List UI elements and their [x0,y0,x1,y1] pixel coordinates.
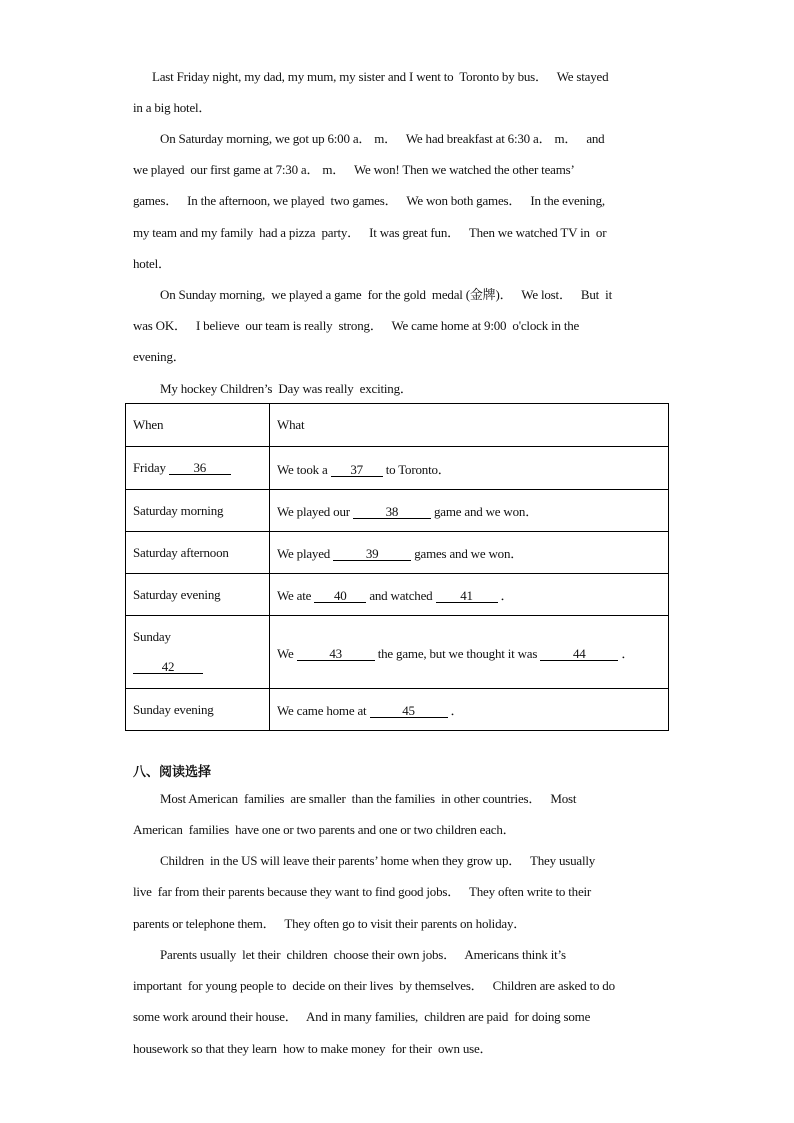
passage-line: On Saturday morning, we got up 6:00 a． m． We had breakfast at 6:30 a． m． and [160,131,605,146]
passage-line: parents or telephone them． They often go to visit their parents on holiday． [133,916,527,931]
when-text: Sunday [133,629,171,644]
table-row [126,574,669,616]
header-what: What [270,404,669,447]
table-row [126,689,669,731]
what-text: We ate [277,588,315,603]
passage-line: in a big hotel． [133,100,212,115]
blank-38[interactable]: 38 [353,505,431,519]
when-cell: Saturday afternoon [126,532,270,574]
what-text: We took a [277,461,331,477]
what-cell [270,447,669,490]
blank-45[interactable]: 45 [370,704,448,718]
table-row [126,532,669,574]
when-cell [126,447,270,490]
blank-37[interactable]: 37 [331,463,383,477]
passage-line: American families have one or two parents and one or two children each． [133,822,516,837]
passage-line: My hockey Children’s Day was really exciting． [160,381,413,396]
blank-41[interactable]: 41 [436,589,498,603]
passage-line: Last Friday night, my dad, my mum, my sister and I went to Toronto by bus． We stayed [152,69,609,84]
what-text: ． [618,645,635,661]
what-text: ． [497,588,514,603]
table-header-row [126,404,669,447]
what-text: We [277,645,297,661]
passage-line: live far from their parents because they want to find good jobs． They often write to their [133,884,592,899]
passage-line: housework so that they learn how to make money for their own use． [133,1041,493,1056]
table-row [126,447,669,490]
what-text: and watched [366,588,436,603]
answer-table [125,403,669,731]
blank-44[interactable]: 44 [540,647,618,661]
what-cell [270,490,669,532]
what-text: We played [277,546,334,561]
passage-line: evening． [133,349,186,364]
passage-line: my team and my family had a pizza party． It was great fun． Then we watched TV in or [133,225,607,240]
passage-line: Most American families are smaller than the families in other countries． Most [160,791,577,806]
passage-line: important for young people to decide on their lives by themselves． Children are asked to do [133,978,615,993]
passage-line: games． In the afternoon, we played two games． We won both games． In the evening, [133,193,605,208]
what-text: games and we won． [411,546,524,561]
blank-36[interactable]: 36 [169,461,231,475]
passage-line: On Sunday morning, we played a game for the gold medal (金牌)． We lost． But it [160,287,613,302]
passage-line: Children in the US will leave their parents’ home when they grow up． They usually [160,853,596,868]
when-cell: Saturday morning [126,490,270,532]
when-cell: Saturday evening [126,574,270,616]
what-cell [270,532,669,574]
what-cell [270,574,669,616]
what-text: We came home at [277,703,370,718]
what-cell [270,689,669,731]
passage-line: Parents usually let their children choose their own jobs． Americans think it’s [160,947,566,962]
section-heading: 八、阅读选择 [133,765,212,780]
blank-39[interactable]: 39 [333,547,411,561]
passage-line: some work around their house． And in many families, children are paid for doing some [133,1009,591,1024]
table-row [126,616,669,689]
what-text: to Toronto． [382,461,451,477]
passage-line: was OK． I believe our team is really strong． We came home at 9:00 o'clock in the [133,318,580,333]
what-text: We played our [277,504,353,519]
when-cell [126,616,270,689]
what-text: game and we won． [430,504,539,519]
what-text: the game, but we thought it was [374,645,541,661]
blank-43[interactable]: 43 [297,647,375,661]
table-row [126,490,669,532]
passage-line: we played our first game at 7:30 a． m． We won! Then we watched the other teams’ [133,162,575,177]
passage-line: hotel． [133,256,171,271]
blank-42[interactable]: 42 [133,660,203,674]
header-when: When [126,404,270,447]
when-cell: Sunday evening [126,689,270,731]
what-text: ． [447,703,464,718]
blank-40[interactable]: 40 [314,589,366,603]
when-text: Friday [133,460,169,475]
what-cell [270,616,669,689]
